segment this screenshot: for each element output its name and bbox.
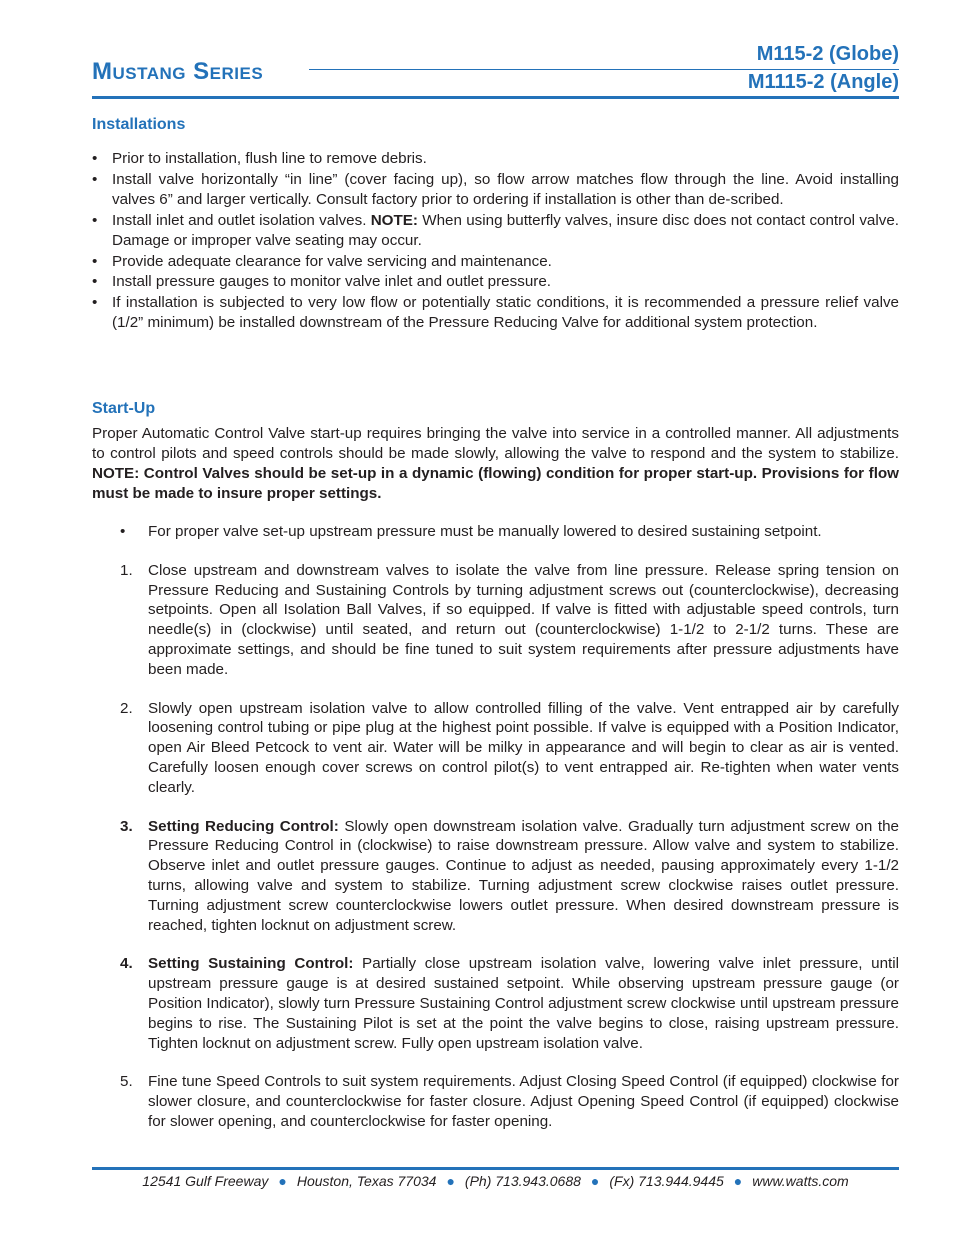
footer-address: 12541 Gulf Freeway — [142, 1173, 269, 1189]
step-number: 4. — [120, 955, 133, 973]
intro-note: NOTE: Control Valves should be set-up in a dynamic (flowing) condition for proper start-up. Provisions for flow must be made to insure proper settings. — [92, 465, 899, 502]
list-item: • If installation is subjected to very low flow or potentially static conditions, it is recommended a pressure relief valve (1/2” minimum) be installed downstream of the Pressure Reducing Valve for additional system protection. — [92, 293, 899, 334]
list-item: • Install valve horizontally “in line” (cover facing up), so flow arrow matches flow through the line. Avoid installing valves 6” and larger vertically. Consult factory prior to ordering if installation is other than de-scribed. — [92, 170, 899, 211]
separator-dot: ● — [733, 1173, 743, 1189]
list-item — [92, 211, 899, 252]
list-item — [92, 561, 899, 680]
header-underline — [92, 96, 899, 99]
list-item — [92, 699, 899, 798]
step-text: Slowly open downstream isolation valve. Gradually turn adjustment screw on the Pressure Reducing Control in (clockwise) to raise downstream pressure. Allow valve and system to stabilize. Observe inlet and outlet pressure gauges. Continue to adjust as needed, pausing approximately every 1-1/2 turns, allowing valve and system to stabilize. Turning adjustment screw clockwise raises outlet pressure. Turning adjustment screw counterclockwise lowers outlet pressure. When desired downstream pressure is reached, tighten locknut on adjustment screw. — [148, 817, 899, 934]
footer-phone: (Ph) 713.943.0688 — [464, 1173, 581, 1189]
header-rule — [309, 69, 899, 70]
list-item: • Prior to installation, flush line to remove debris. — [92, 149, 899, 170]
list-item: • Install pressure gauges to monitor valve inlet and outlet pressure. — [92, 272, 899, 293]
page-footer — [92, 1173, 899, 1189]
footer-rule — [92, 1167, 899, 1170]
step-text: Fine tune Speed Controls to suit system requirements. Adjust Closing Speed Control (if equipped) clockwise for slower closure, and counterclockwise for faster closure. Adjust Opening Speed Control (if equipped) clockwise for slower opening, and counterclockwise for faster opening. — [148, 1073, 899, 1130]
step-text: For proper valve set-up upstream pressure must be manually lowered to desired sustaining setpoint. — [148, 523, 822, 540]
installations-list — [92, 149, 899, 334]
step-number: 2. — [120, 699, 133, 717]
list-item: • Provide adequate clearance for valve servicing and maintenance. — [92, 252, 899, 273]
model-angle: M1115-2 (Angle) — [747, 71, 899, 93]
item-text: Install inlet and outlet isolation valves. — [112, 211, 371, 229]
model-globe: M115-2 (Globe) — [756, 43, 899, 65]
note-label: NOTE: — [370, 211, 418, 229]
separator-dot: ● — [278, 1173, 287, 1189]
startup-steps — [92, 522, 899, 1151]
step-text: Close upstream and downstream valves to isolate the valve from line pressure. Release spring tension on Pressure Reducing and Sustaining Controls by turning adjustment screws out (counterclockwise), decreasing setpoints. Open all Isolation Ball Valves, if so equipped. If valve is fitted with adjustable speed controls, turn needle(s) in (clockwise) until seated, and return out (counterclockwise) 1-1/2 to 2-1/2 turns. These are approximate settings, and should be fine tuned to suit system requirements after pressure adjustments have been made. — [148, 561, 899, 678]
separator-dot: ● — [590, 1173, 600, 1189]
bullet-marker: • — [120, 523, 126, 540]
separator-dot: ● — [446, 1173, 455, 1189]
item-text: When using butterfly valves, insure disc does not contact control valve. Damage or improper valve seating may occur. — [112, 211, 899, 249]
startup-intro — [92, 424, 899, 504]
footer-website: www.watts.com — [752, 1173, 849, 1189]
installations-heading: Installations — [92, 116, 186, 133]
list-item — [92, 1072, 899, 1131]
step-text: Partially close upstream isolation valve, lowering valve inlet pressure, until upstream pressure gauge is at desired sustained setpoint. While observing upstream pressure gauge (or Position Indicator), slowly turn Pressure Sustaining Control adjustment screw clockwise until upstream pressure begins to rise. The Sustaining Pilot is set at the point the valve begins to close, raising upstream pressure. Tighten locknut on adjustment screw. Fully open upstream isolation valve. — [148, 955, 900, 1052]
step-label: Setting Sustaining Control: — [148, 955, 354, 973]
list-item — [92, 817, 899, 936]
intro-text: Proper Automatic Control Valve start-up requires bringing the valve into service in a controlled manner. All adjustments to control pilots and speed controls should be made slowly, allowing the valve to respond and the system to stabilize. — [92, 425, 899, 462]
step-label: Setting Reducing Control: — [148, 817, 339, 835]
page-header — [92, 40, 899, 102]
step-number: 3. — [120, 817, 133, 835]
list-item — [92, 522, 899, 542]
footer-fax: (Fx) 713.944.9445 — [609, 1173, 724, 1189]
step-text: Slowly open upstream isolation valve to allow controlled filling of the valve. Vent entrapped air by carefully loosening control tubing or pipe plug at the highest point possible. If valve is equipped with a Position Indicator, open Air Bleed Petcock to vent air. Water will be milky in appearance and will begin to clear as air is vented. Carefully loosen enough cover screws on control pilot(s) to vent entrapped air. Re-tighten when water vents clearly. — [148, 699, 899, 796]
footer-city: Houston, Texas 77034 — [296, 1173, 437, 1189]
step-number: 1. — [120, 561, 133, 579]
list-item — [92, 954, 899, 1053]
step-number: 5. — [120, 1073, 133, 1091]
brand-title: Mustang Series — [92, 58, 264, 85]
startup-heading: Start-Up — [92, 400, 156, 417]
